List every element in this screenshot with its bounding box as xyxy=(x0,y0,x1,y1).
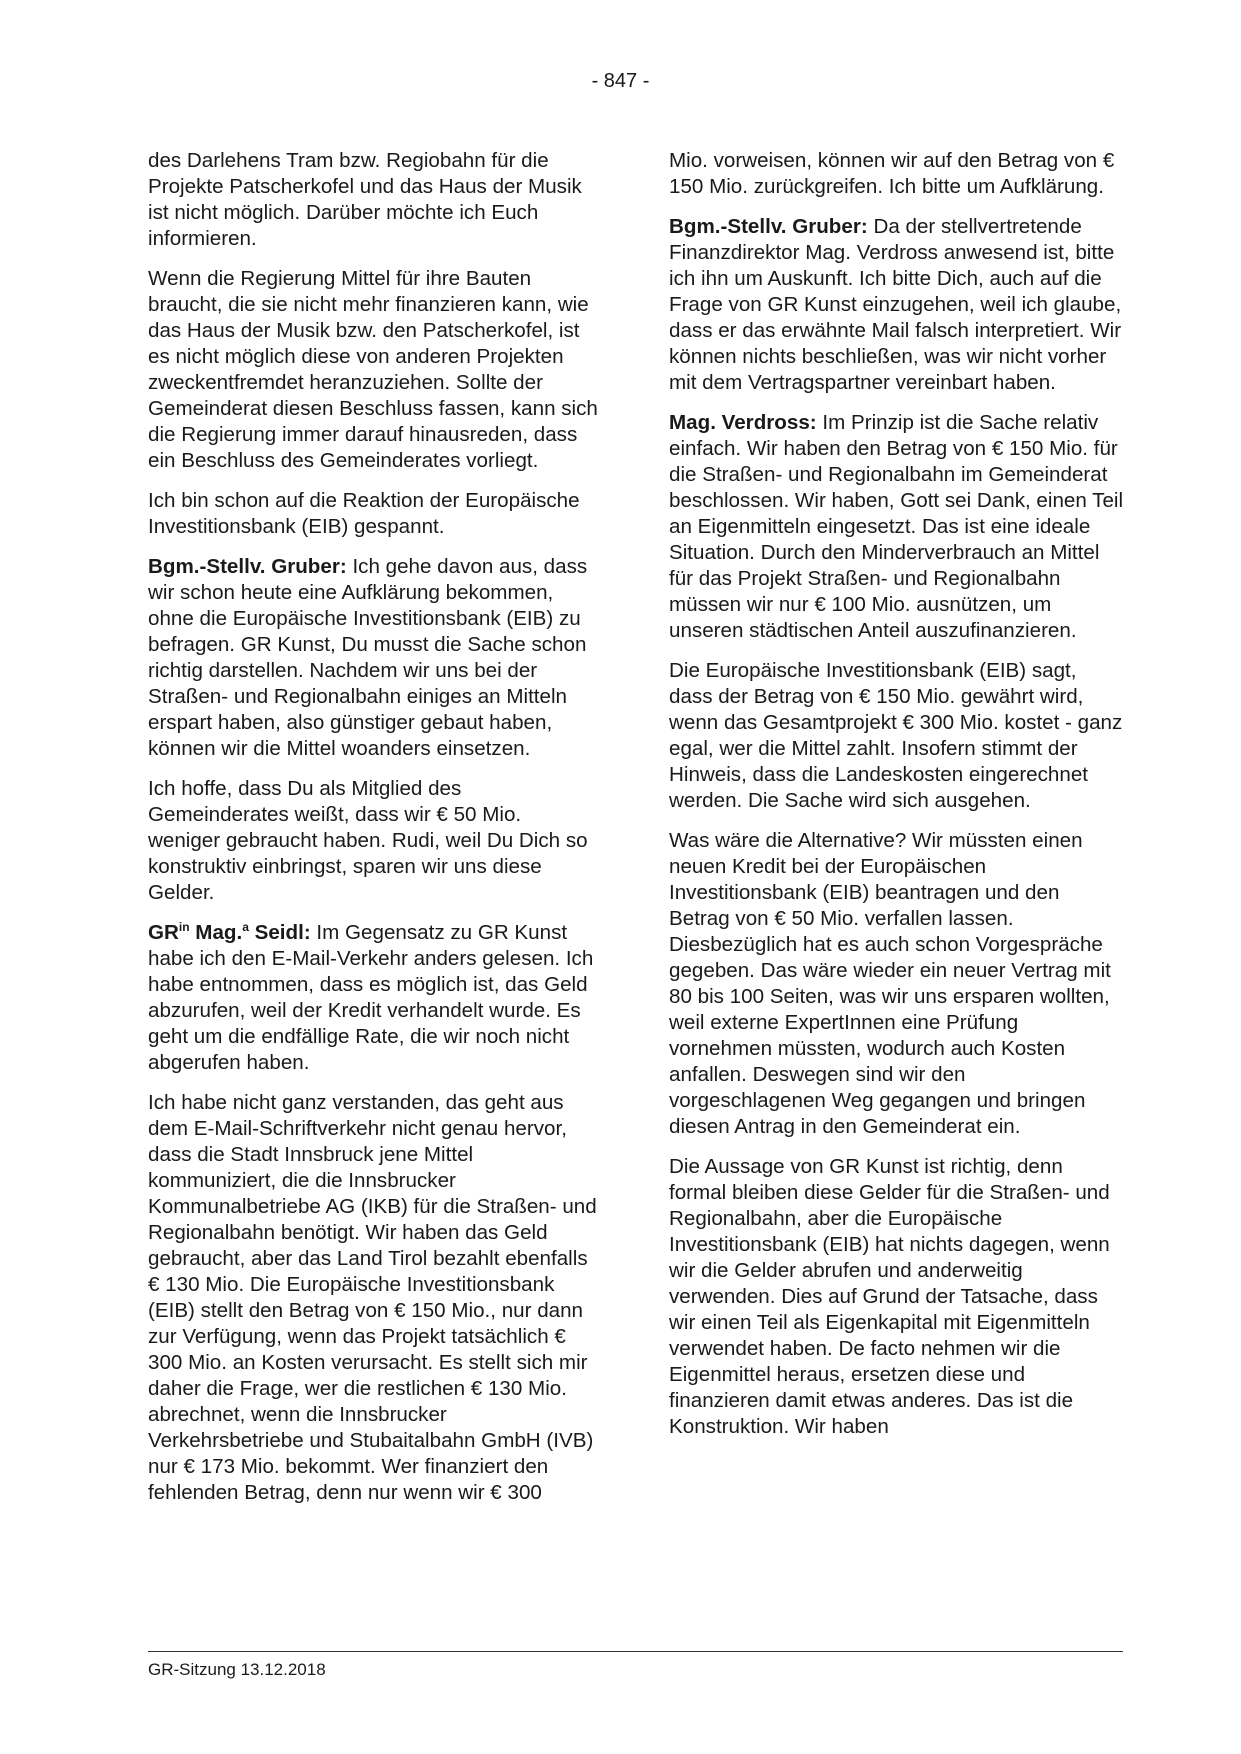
paragraph xyxy=(669,148,1125,200)
page-number: - 847 - xyxy=(591,70,650,92)
speaker-name: Bgm.-Stellv. Gruber: xyxy=(669,215,868,238)
speaker-surname: Seidl: xyxy=(248,921,311,944)
paragraph-text: Ich hoffe, dass Du als Mitglied des Gemeinderates weißt, dass wir € 50 Mio. weniger gebraucht haben. Rudi, weil Du Dich so konstruktiv einbringst, sparen wir uns diese Gelder. xyxy=(148,777,588,904)
paragraph-text: Da der stellvertretende Finanzdirektor Mag. Verdross anwesend ist, bitte ich ihn um Auskunft. Ich bitte Dich, auch auf die Frage von GR Kunst einzugehen, weil ich glaube, dass er das erwähnte Mail falsch interpretiert. Wir können nichts beschließen, was wir nicht vorher mit dem Vertragspartner vereinbart haben. xyxy=(669,215,1122,394)
speaker-title-superscript: in xyxy=(178,920,190,935)
paragraph-text: Ich bin schon auf die Reaktion der Europäische Investitionsbank (EIB) gespannt. xyxy=(148,489,580,538)
left-column xyxy=(148,148,598,1520)
paragraph xyxy=(669,1154,1125,1440)
speaker-name: Mag. Verdross: xyxy=(669,411,817,434)
paragraph xyxy=(148,1090,598,1506)
speaker-degree: Mag. xyxy=(189,921,243,944)
paragraph-text: Im Prinzip ist die Sache relativ einfach. Wir haben den Betrag von € 150 Mio. für die Straßen- und Regionalbahn im Gemeinderat beschlossen. Wir haben, Gott sei Dank, einen Teil an Eigenmitteln eingesetzt. Das ist eine ideale Situation. Durch den Minderverbrauch an Mittel für das Projekt Straßen- und Regionalbahn müssen wir nur € 100 Mio. ausnützen, um unseren städtischen Anteil auszufinanzieren. xyxy=(669,411,1124,642)
paragraph xyxy=(669,658,1125,814)
paragraph-text: Die Europäische Investitionsbank (EIB) sagt, dass der Betrag von € 150 Mio. gewährt wird, wenn das Gesamtprojekt € 300 Mio. kostet - ganz egal, wer die Mittel zahlt. Insofern stimmt der Hinweis, dass die Landeskosten eingerechnet werden. Die Sache wird sich ausgehen. xyxy=(669,659,1123,812)
paragraph-text: Im Gegensatz zu GR Kunst habe ich den E-Mail-Verkehr anders gelesen. Ich habe entnommen, dass es möglich ist, das Geld abzurufen, weil der Kredit verhandelt wurde. Es geht um die endfällige Rate, die wir noch nicht abgerufen haben. xyxy=(148,921,594,1074)
paragraph xyxy=(148,776,598,906)
right-column xyxy=(669,148,1125,1454)
paragraph xyxy=(148,148,598,252)
paragraph-text: Ich gehe davon aus, dass wir schon heute eine Aufklärung bekommen, ohne die Europäische Investitionsbank (EIB) zu befragen. GR Kunst, Du musst die Sache schon richtig darstellen. Nachdem wir uns bei der Straßen- und Regionalbahn einiges an Mitteln erspart haben, also günstiger gebaut haben, können wir die Mittel woanders einsetzen. xyxy=(148,555,588,760)
paragraph xyxy=(669,410,1125,644)
footer-session-date: GR-Sitzung 13.12.2018 xyxy=(148,1660,326,1679)
paragraph xyxy=(148,554,598,762)
paragraph-text: Die Aussage von GR Kunst ist richtig, denn formal bleiben diese Gelder für die Straßen- und Regionalbahn, aber die Europäische Investitionsbank (EIB) hat nichts dagegen, wenn wir die Gelder abrufen und anderweitig verwenden. Dies auf Grund der Tatsache, dass wir einen Teil als Eigenkapital mit Eigenmitteln verwendet haben. De facto nehmen wir die Eigenmittel heraus, ersetzen diese und finanzieren damit etwas anderes. Das ist die Konstruktion. Wir haben xyxy=(669,1155,1110,1438)
paragraph xyxy=(148,488,598,540)
paragraph xyxy=(669,828,1125,1140)
paragraph xyxy=(148,920,598,1076)
speaker-name xyxy=(148,921,311,944)
paragraph xyxy=(669,214,1125,396)
paragraph-text: Wenn die Regierung Mittel für ihre Bauten braucht, die sie nicht mehr finanzieren kann, wie das Haus der Musik bzw. den Patscherkofel, ist es nicht möglich diese von anderen Projekten zweckentfremdet heranzuziehen. Sollte der Gemeinderat diesen Beschluss fassen, kann sich die Regierung immer darauf hinausreden, dass ein Beschluss des Gemeinderates vorliegt. xyxy=(148,267,598,472)
paragraph-text: Was wäre die Alternative? Wir müssten einen neuen Kredit bei der Europäischen Investitionsbank (EIB) beantragen und den Betrag von € 50 Mio. verfallen lassen. Diesbezüglich hat es auch schon Vorgespräche gegeben. Das wäre wieder ein neuer Vertrag mit 80 bis 100 Seiten, was wir uns ersparen wollten, weil externe ExpertInnen eine Prüfung vornehmen müssten, wodurch auch Kosten anfallen. Deswegen sind wir den vorgeschlagenen Weg gegangen und bringen diesen Antrag in den Gemeinderat ein. xyxy=(669,829,1111,1138)
paragraph-text: Mio. vorweisen, können wir auf den Betrag von € 150 Mio. zurückgreifen. Ich bitte um Aufklärung. xyxy=(669,149,1115,198)
speaker-name: Bgm.-Stellv. Gruber: xyxy=(148,555,347,578)
paragraph-text: Ich habe nicht ganz verstanden, das geht aus dem E-Mail-Schriftverkehr nicht genau hervor, dass die Stadt Innsbruck jene Mittel kommuniziert, die die Innsbrucker Kommunalbetriebe AG (IKB) für die Straßen- und Regionalbahn benötigt. Wir haben das Geld gebraucht, aber das Land Tirol bezahlt ebenfalls € 130 Mio. Die Europäische Investitionsbank (EIB) stellt den Betrag von € 150 Mio., nur dann zur Verfügung, wenn das Projekt tatsächlich € 300 Mio. an Kosten verursacht. Es stellt sich mir daher die Frage, wer die restlichen € 130 Mio. abrechnet, wenn die Innsbrucker Verkehrsbetriebe und Stubaitalbahn GmbH (IVB) nur € 173 Mio. bekommt. Wer finanziert den fehlenden Betrag, denn nur wenn wir € 300 xyxy=(148,1091,597,1504)
footer-divider xyxy=(148,1651,1123,1652)
paragraph-text: des Darlehens Tram bzw. Regiobahn für die Projekte Patscherkofel und das Haus der Musik ist nicht möglich. Darüber möchte ich Euch informieren. xyxy=(148,149,582,250)
speaker-title: GR xyxy=(148,921,179,944)
paragraph xyxy=(148,266,598,474)
speaker-degree-superscript: a xyxy=(242,920,249,935)
